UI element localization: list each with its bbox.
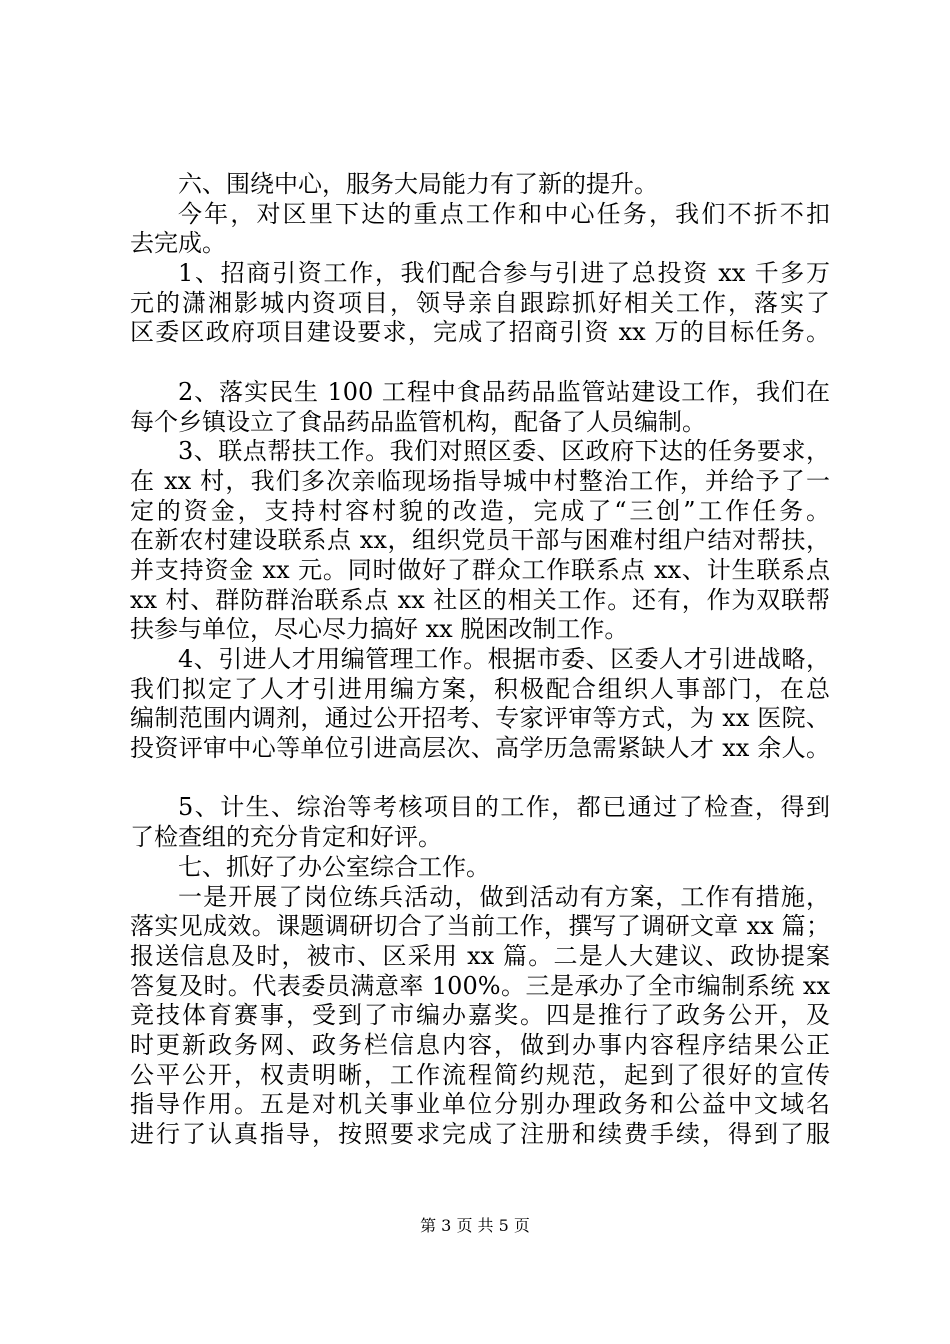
- paragraph-line: 每个乡镇设立了食品药品监管机构，配备了人员编制。: [130, 407, 706, 436]
- paragraph-line: 答复及时。代表委员满意率 100%。三是承办了全市编制系统 xx: [130, 971, 830, 1000]
- paragraph-line: 指导作用。五是对机关事业单位分别办理政务和公益中文域名: [130, 1090, 830, 1119]
- document-body: [130, 170, 830, 1150]
- paragraph-line: 元的潇湘影城内资项目，领导亲自跟踪抓好相关工作，落实了: [130, 288, 830, 317]
- paragraph-line: 进行了认真指导，按照要求完成了注册和续费手续，得到了服: [130, 1120, 830, 1148]
- paragraph-line: 编制范围内调剂，通过公开招考、专家评审等方式，为 xx 医院、: [130, 704, 830, 733]
- paragraph-line: 扶参与单位，尽心尽力搞好 xx 脱困改制工作。: [130, 615, 629, 644]
- paragraph-line: 投资评审中心等单位引进高层次、高学历急需紧缺人才 xx 余人。: [130, 734, 830, 763]
- section-heading-7: 七、抓好了办公室综合工作。: [178, 852, 490, 881]
- paragraph-line: 5、计生、综治等考核项目的工作，都已通过了检查，得到: [178, 793, 830, 822]
- paragraph-line: 去完成。: [130, 229, 226, 258]
- paragraph-line: 我们拟定了人才引进用编方案，积极配合组织人事部门，在总: [130, 674, 830, 703]
- section-heading-6: 六、围绕中心，服务大局能力有了新的提升。: [178, 170, 658, 198]
- paragraph-gap: [130, 764, 830, 794]
- paragraph-line: 落实见成效。课题调研切合了当前工作，撰写了调研文章 xx 篇；: [130, 912, 830, 941]
- paragraph-line: 一是开展了岗位练兵活动，做到活动有方案，工作有措施，: [178, 882, 830, 911]
- paragraph-line: 了检查组的充分肯定和好评。: [130, 823, 442, 852]
- page-number-footer: 第 3 页 共 5 页: [420, 1216, 530, 1235]
- paragraph-line: 并支持资金 xx 元。同时做好了群众工作联系点 xx、计生联系点: [130, 555, 830, 584]
- paragraph-line: 1、招商引资工作，我们配合参与引进了总投资 xx 千多万: [178, 259, 830, 288]
- paragraph-line: 报送信息及时，被市、区采用 xx 篇。二是人大建议、政协提案: [130, 941, 830, 970]
- paragraph-line: 时更新政务网、政务栏信息内容，做到办事内容程序结果公正: [130, 1030, 830, 1059]
- paragraph-line: 区委区政府项目建设要求，完成了招商引资 xx 万的目标任务。: [130, 318, 830, 347]
- paragraph-line: 公平公开，权责明晰，工作流程简约规范，起到了很好的宣传: [130, 1060, 830, 1089]
- paragraph-line: 今年，对区里下达的重点工作和中心任务，我们不折不扣: [178, 199, 830, 228]
- paragraph-line: xx 村、群防群治联系点 xx 社区的相关工作。还有，作为双联帮: [130, 585, 830, 614]
- paragraph-line: 4、引进人才用编管理工作。根据市委、区委人才引进战略，: [178, 645, 830, 673]
- paragraph-line: 在 xx 村，我们多次亲临现场指导城中村整治工作，并给予了一: [130, 466, 830, 495]
- paragraph-line: 3、联点帮扶工作。我们对照区委、区政府下达的任务要求，: [178, 437, 830, 466]
- paragraph-line: 定的资金，支持村容村貌的改造，完成了“三创”工作任务。: [130, 496, 830, 525]
- paragraph-line: 竞技体育赛事，受到了市编办嘉奖。四是推行了政务公开，及: [130, 1001, 830, 1030]
- paragraph-line: 在新农村建设联系点 xx，组织党员干部与困难村组户结对帮扶，: [130, 526, 830, 555]
- paragraph-gap: [130, 348, 830, 378]
- paragraph-line: 2、落实民生 100 工程中食品药品监管站建设工作，我们在: [178, 377, 830, 406]
